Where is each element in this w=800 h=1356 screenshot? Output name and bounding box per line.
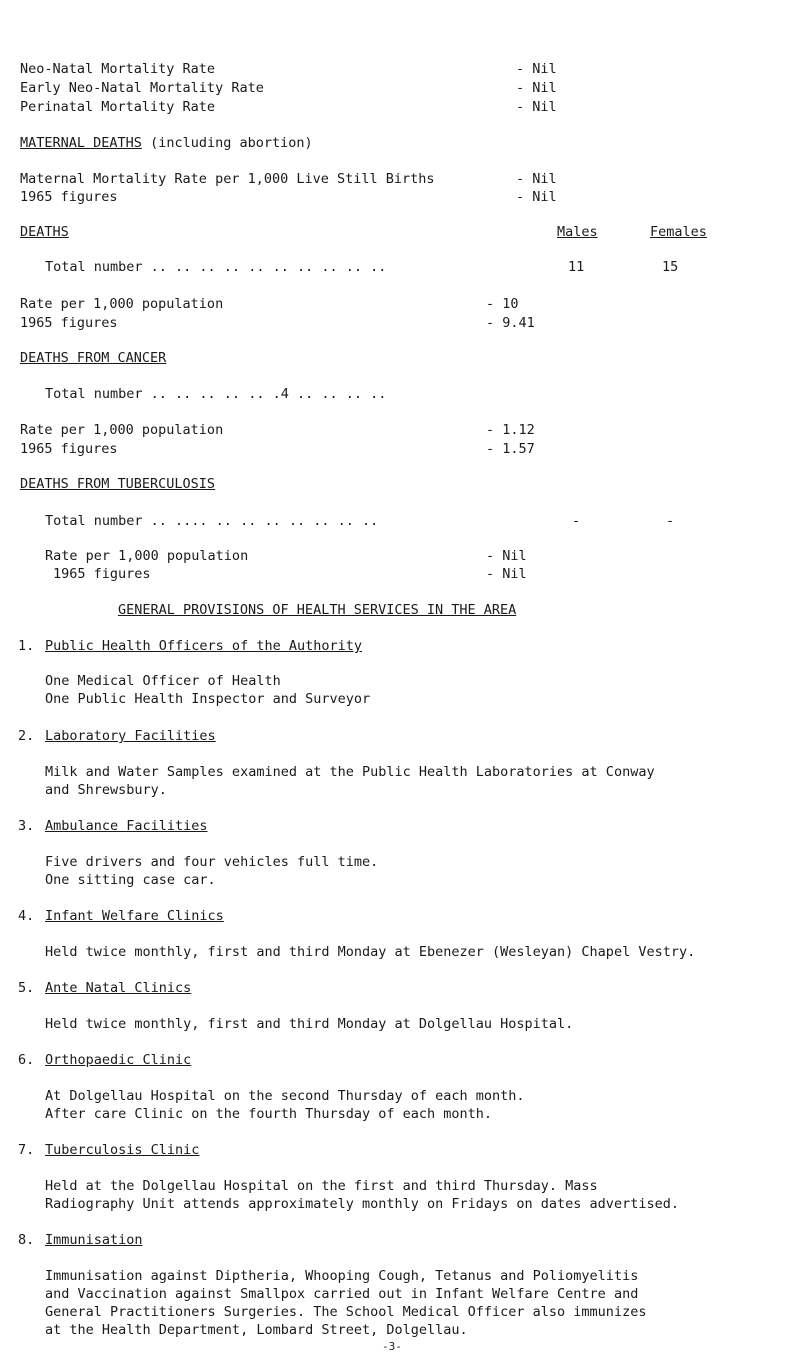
deaths-rate-value: - 10 [486, 296, 519, 312]
section-title: Public Health Officers of the Authority [45, 638, 362, 654]
section-title: Infant Welfare Clinics [45, 908, 224, 924]
page-number: -3- [382, 1340, 402, 1353]
general-heading: GENERAL PROVISIONS OF HEALTH SERVICES IN THE AREA [118, 602, 517, 618]
tb-heading: DEATHS FROM TUBERCULOSIS [20, 476, 216, 492]
maternal-rate-label: Maternal Mortality Rate per 1,000 Live Still Births [20, 171, 435, 187]
rate-label: Early Neo-Natal Mortality Rate [20, 80, 264, 96]
section-number: 8. [18, 1232, 35, 1248]
section-line: At Dolgellau Hospital on the second Thursday of each month. [45, 1088, 525, 1104]
section-title: Immunisation [45, 1232, 143, 1248]
section-line: One Public Health Inspector and Surveyor [45, 691, 371, 707]
tb-figs-label: 1965 figures [53, 566, 151, 582]
section-line: Immunisation against Diptheria, Whooping Cough, Tetanus and Poliomyelitis [45, 1268, 639, 1284]
section-number: 1. [18, 638, 35, 654]
rate-value: - Nil [516, 80, 557, 96]
section-title: Ambulance Facilities [45, 818, 208, 834]
tb-total-females: - [666, 513, 675, 529]
section-line: Held at the Dolgellau Hospital on the first and third Thursday. Mass [45, 1178, 598, 1194]
cancer-heading: DEATHS FROM CANCER [20, 350, 167, 366]
section-line: General Practitioners Surgeries. The School Medical Officer also immunizes [45, 1304, 647, 1320]
cancer-figs-label: 1965 figures [20, 441, 118, 457]
section-line: One Medical Officer of Health [45, 673, 281, 689]
cancer-rate-label: Rate per 1,000 population [20, 422, 224, 438]
tb-rate-value: - Nil [486, 548, 527, 564]
maternal-heading-text: MATERNAL DEATHS [20, 135, 142, 151]
rate-label: Perinatal Mortality Rate [20, 99, 216, 115]
section-line: Milk and Water Samples examined at the Public Health Laboratories at Conway [45, 764, 655, 780]
rate-value: - Nil [516, 61, 557, 77]
tb-total-males: - [572, 513, 581, 529]
rate-value: - Nil [516, 99, 557, 115]
section-title: Ante Natal Clinics [45, 980, 192, 996]
section-title: Orthopaedic Clinic [45, 1052, 192, 1068]
section-number: 4. [18, 908, 35, 924]
deaths-total-males: 11 [568, 259, 585, 275]
section-line: Held twice monthly, first and third Monday at Ebenezer (Wesleyan) Chapel Vestry. [45, 944, 696, 960]
section-line: After care Clinic on the fourth Thursday of each month. [45, 1106, 493, 1122]
cancer-figs-value: - 1.57 [486, 441, 535, 457]
section-number: 3. [18, 818, 35, 834]
deaths-heading: DEATHS [20, 224, 69, 240]
section-title: Tuberculosis Clinic [45, 1142, 200, 1158]
maternal-figs-label: 1965 figures [20, 189, 118, 205]
section-number: 7. [18, 1142, 35, 1158]
deaths-total-label: Total number .. .. .. .. .. .. .. .. .. .. [45, 259, 387, 275]
section-line: at the Health Department, Lombard Street, Dolgellau. [45, 1322, 468, 1338]
deaths-rate-label: Rate per 1,000 population [20, 296, 224, 312]
section-title: Laboratory Facilities [45, 728, 216, 744]
rate-label: Neo-Natal Mortality Rate [20, 61, 216, 77]
maternal-rate-value: - Nil [516, 171, 557, 187]
section-number: 6. [18, 1052, 35, 1068]
maternal-heading-note: (including abortion) [150, 135, 313, 151]
section-line: Radiography Unit attends approximately monthly on Fridays on dates advertised. [45, 1196, 679, 1212]
section-line: Five drivers and four vehicles full time. [45, 854, 379, 870]
maternal-figs-value: - Nil [516, 189, 557, 205]
section-line: and Vaccination against Smallpox carried out in Infant Welfare Centre and [45, 1286, 639, 1302]
deaths-figs-label: 1965 figures [20, 315, 118, 331]
col-males: Males [557, 224, 598, 240]
tb-rate-label: Rate per 1,000 population [45, 548, 249, 564]
section-line: and Shrewsbury. [45, 782, 167, 798]
tb-total-label: Total number .. .... .. .. .. .. .. .. .. [45, 513, 379, 529]
section-line: One sitting case car. [45, 872, 216, 888]
section-line: Held twice monthly, first and third Monday at Dolgellau Hospital. [45, 1016, 574, 1032]
cancer-rate-value: - 1.12 [486, 422, 535, 438]
deaths-figs-value: - 9.41 [486, 315, 535, 331]
section-number: 5. [18, 980, 35, 996]
tb-figs-value: - Nil [486, 566, 527, 582]
cancer-total-label: Total number .. .. .. .. .. .4 .. .. .. .. [45, 386, 387, 402]
section-number: 2. [18, 728, 35, 744]
maternal-heading [20, 135, 313, 152]
col-females: Females [650, 224, 707, 240]
deaths-total-females: 15 [662, 259, 679, 275]
